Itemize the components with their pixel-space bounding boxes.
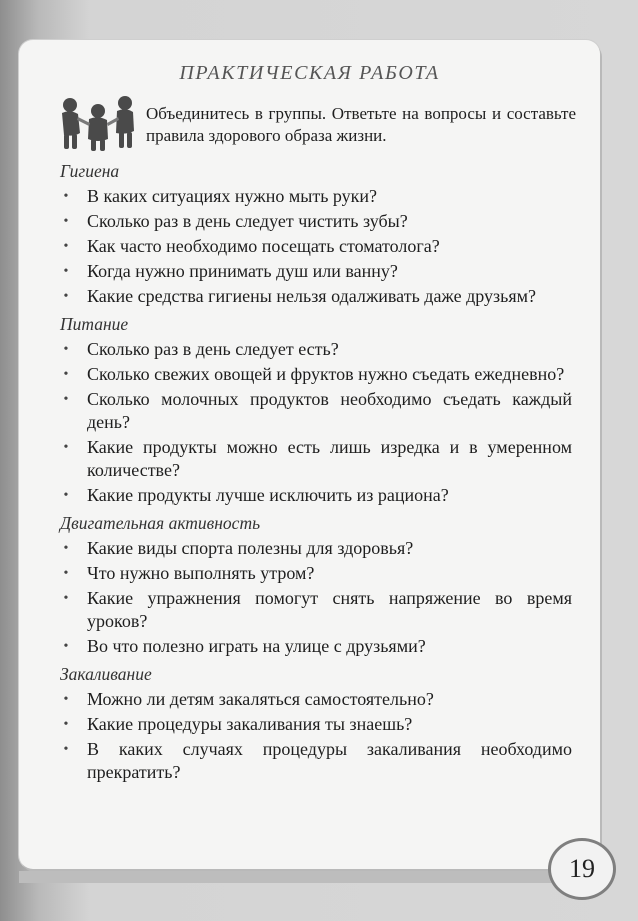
bullet-icon: • [63, 289, 69, 304]
bullet-icon: • [63, 717, 69, 732]
bullet-icon: • [63, 392, 69, 407]
bullet-icon: • [63, 639, 69, 654]
bullet-icon: • [63, 239, 69, 254]
list-item: • Во что полезно играть на улице с друзьями? [60, 635, 572, 658]
question-sections [60, 158, 572, 787]
bullet-icon: • [63, 440, 69, 455]
bullet-icon: • [63, 541, 69, 556]
list-item: • Когда нужно принимать душ или ванну? [60, 260, 572, 283]
bullet-icon: • [63, 214, 69, 229]
section-heading: Питание [60, 314, 129, 334]
bullet-icon: • [63, 488, 69, 503]
bullet-icon: • [63, 566, 69, 581]
bullet-icon: • [63, 591, 69, 606]
list-item: • В каких случаях процедуры закаливания необходимо прекратить? [60, 738, 572, 784]
bullet-icon: • [63, 742, 69, 757]
list-item: • Можно ли детям закаляться самостоятельно? [60, 688, 572, 711]
bullet-icon: • [63, 692, 69, 707]
list-item: • Какие виды спорта полезны для здоровья? [60, 537, 572, 560]
bullet-icon: • [63, 367, 69, 382]
children-group-icon [56, 93, 140, 153]
section-activity [60, 510, 572, 658]
bullet-icon: • [63, 189, 69, 204]
list-item: • Сколько свежих овощей и фруктов нужно съедать ежедневно? [60, 363, 572, 386]
list-item: • Какие продукты можно есть лишь изредка и в умеренном количестве? [60, 436, 572, 482]
list-item: • Какие упражнения помогут снять напряжение во время уроков? [60, 587, 572, 633]
list-item: • В каких ситуациях нужно мыть руки? [60, 185, 572, 208]
bullet-icon: • [63, 264, 69, 279]
section-heading: Гигиена [60, 161, 120, 181]
list-item: • Какие продукты лучше исключить из рациона? [60, 484, 572, 507]
section-hardening [60, 661, 572, 784]
intro-text: Объединитесь в группы. Ответьте на вопросы и составьте правила здорового образа жизни. [146, 104, 576, 145]
list-item: • Что нужно выполнять утром? [60, 562, 572, 585]
list-item: • Какие средства гигиены нельзя одалживать даже друзьям? [60, 285, 572, 308]
section-heading: Закаливание [60, 664, 152, 684]
list-item: • Как часто необходимо посещать стоматолога? [60, 235, 572, 258]
page-title: ПРАКТИЧЕСКАЯ РАБОТА [179, 62, 440, 84]
list-item: • Сколько раз в день следует чистить зубы? [60, 210, 572, 233]
bullet-icon: • [63, 342, 69, 357]
section-hygiene [60, 158, 572, 308]
section-heading: Двигательная активность [60, 513, 261, 533]
bottom-bar [19, 871, 579, 883]
page-number: 19 [548, 838, 616, 900]
section-nutrition [60, 311, 572, 507]
list-item: • Какие процедуры закаливания ты знаешь? [60, 713, 572, 736]
list-item: • Сколько молочных продуктов необходимо съедать каждый день? [60, 388, 572, 434]
list-item: • Сколько раз в день следует есть? [60, 338, 572, 361]
